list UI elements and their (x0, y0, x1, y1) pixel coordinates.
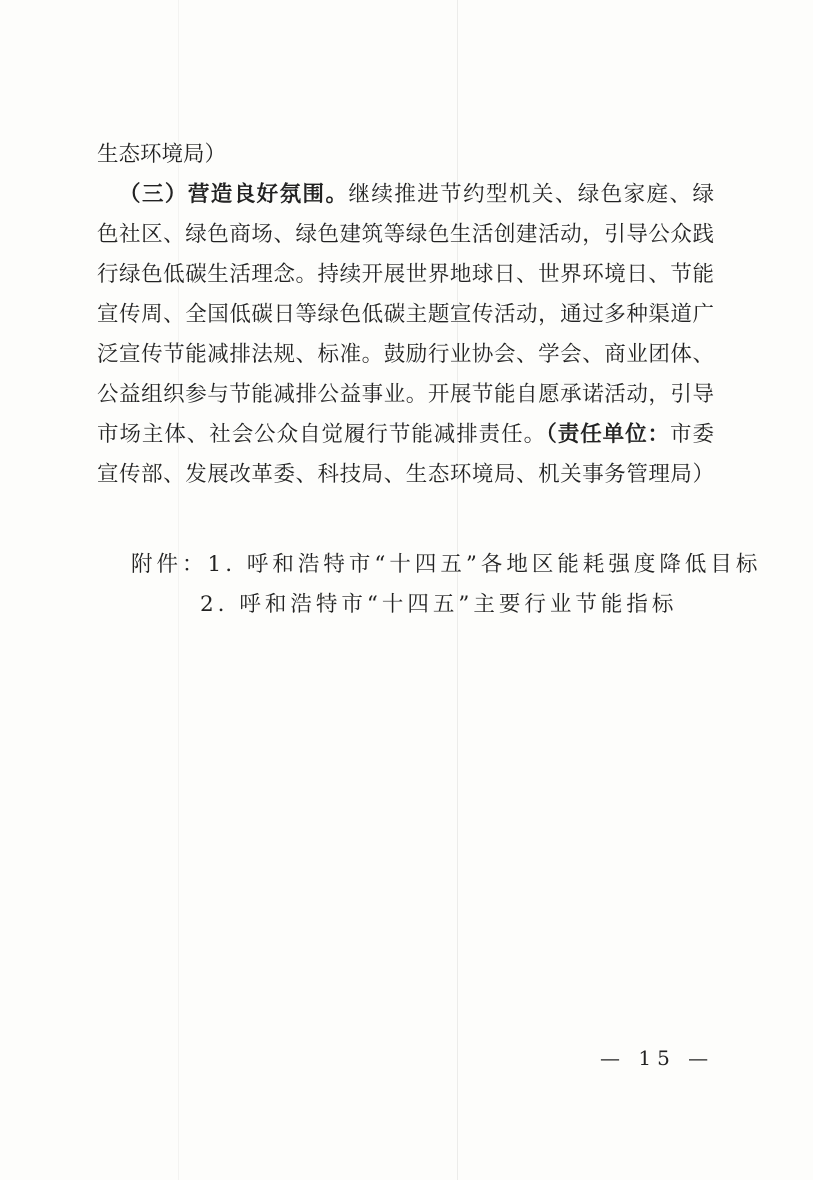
body-line: 生态环境局） (97, 142, 227, 167)
body-line: 行绿色低碳生活理念。持续开展世界地球日、世界环境日、节能 (97, 262, 714, 287)
section-paragraph-first-line (97, 180, 714, 210)
body-line-responsible (97, 420, 714, 450)
body-line: 泛宣传节能减排法规、标准。鼓励行业协会、学会、商业团体、 (97, 342, 714, 367)
body-text: 继续推进节约型机关、绿色家庭、绿 (348, 182, 714, 207)
body-line: 公益组织参与节能减排公益事业。开展节能自愿承诺活动，引导 (97, 382, 714, 407)
page-number: — 15 — (600, 1046, 715, 1070)
attachment-1 (131, 550, 761, 580)
attachments-label: 附件： (131, 552, 208, 577)
attachment-2: 2. 呼和浩特市“十四五”主要行业节能指标 (200, 592, 678, 617)
attachment-item: 1. 呼和浩特市“十四五”各地区能耗强度降低目标 (207, 552, 762, 577)
body-line: 宣传周、全国低碳日等绿色低碳主题宣传活动，通过多种渠道广 (97, 302, 714, 327)
body-text: 市委 (670, 422, 714, 447)
body-text: 市场主体、社会公众自觉履行节能减排责任。 (97, 422, 547, 447)
section-heading: （三）营造良好氛围。 (119, 182, 349, 207)
scan-fold-line (178, 0, 179, 1180)
body-line: 宣传部、发展改革委、科技局、生态环境局、机关事务管理局） (97, 462, 714, 487)
body-line: 色社区、绿色商场、绿色建筑等绿色生活创建活动，引导公众践 (97, 222, 714, 247)
responsible-label: （责任单位： (546, 422, 671, 447)
